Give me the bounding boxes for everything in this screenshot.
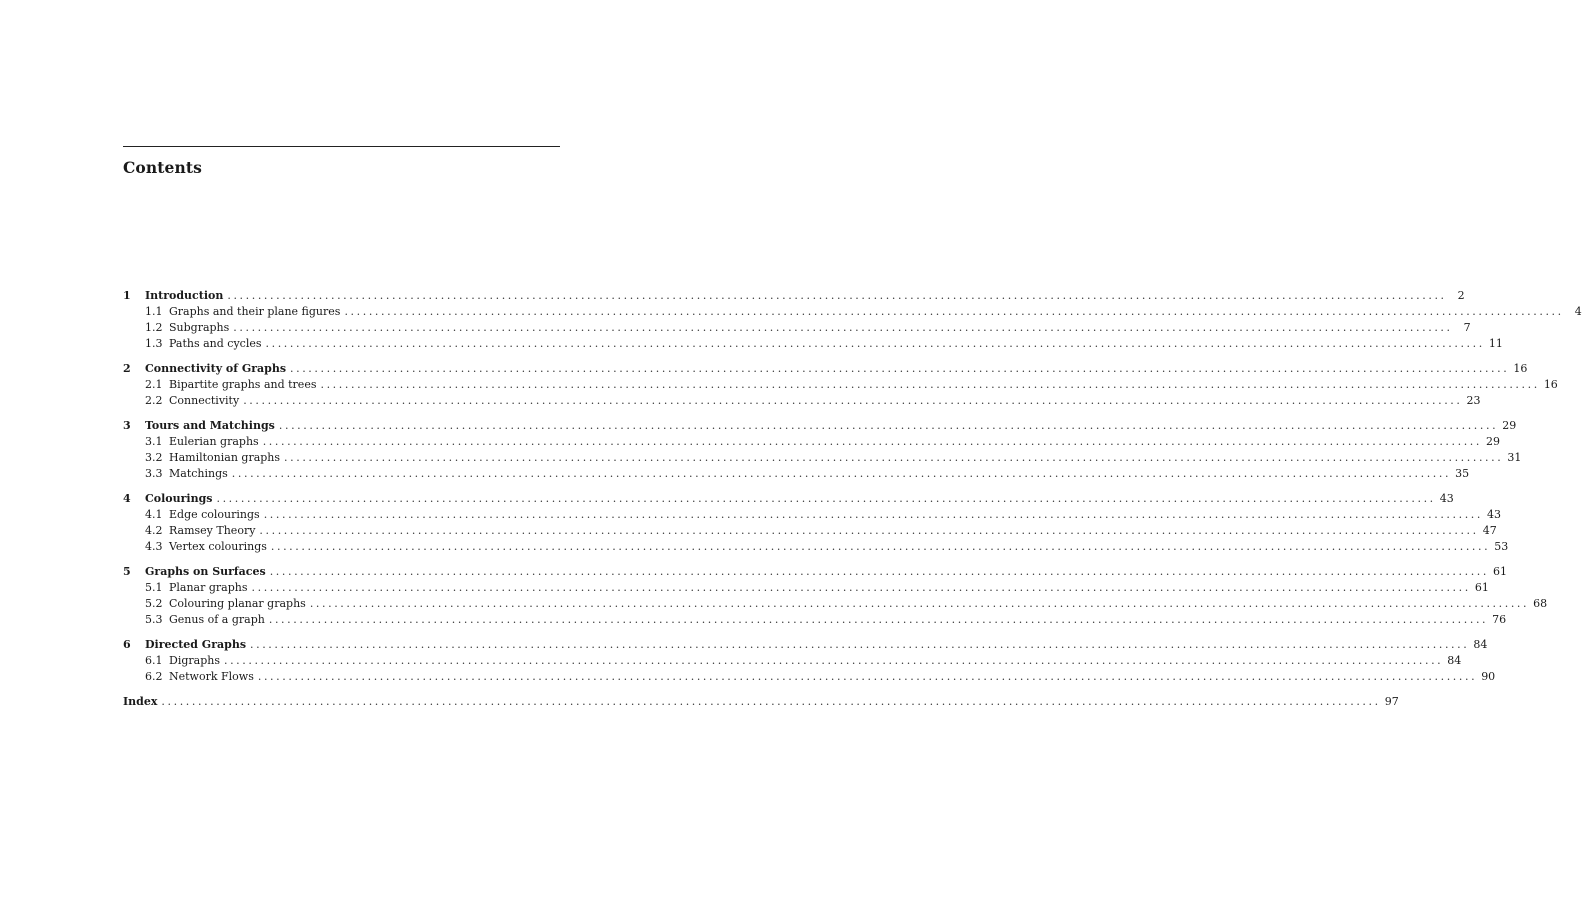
page-number: 29 (1486, 435, 1501, 448)
header-rule (123, 146, 560, 147)
dot-leader: ........................................................................................................................................................................................................ (243, 394, 1463, 407)
page-number: 35 (1455, 467, 1470, 480)
toc-chapter-5 (123, 564, 1548, 628)
section-number: 1.3 (145, 337, 163, 350)
section-number: 2.1 (145, 378, 163, 391)
toc-section-entry[interactable] (123, 523, 1497, 539)
section-title: Ramsey Theory (169, 524, 256, 537)
dot-leader: ........................................................................................................................................................................................................ (257, 670, 1478, 683)
section-title: Digraphs (169, 654, 220, 667)
dot-leader: ........................................................................................................................................................................................................ (161, 695, 1381, 708)
section-number: 5.2 (145, 597, 163, 610)
toc-index-entry[interactable] (123, 694, 1399, 710)
toc-chapter-2 (123, 361, 1558, 409)
toc-section-entry[interactable] (123, 612, 1507, 628)
page-number: 68 (1533, 597, 1548, 610)
toc-section-entry[interactable] (123, 377, 1558, 393)
dot-leader: ........................................................................................................................................................................................................ (320, 378, 1540, 391)
dot-leader: ........................................................................................................................................................................................................ (250, 638, 1470, 651)
dot-leader: ........................................................................................................................................................................................................ (233, 321, 1453, 334)
toc-chapter-entry[interactable] (123, 637, 1488, 653)
dot-leader: ........................................................................................................................................................................................................ (259, 524, 1479, 537)
section-title: Eulerian graphs (169, 435, 259, 448)
dot-leader: ........................................................................................................................................................................................................ (216, 492, 1436, 505)
dot-leader: ........................................................................................................................................................................................................ (263, 508, 1484, 521)
index-title: Index (123, 695, 158, 708)
page-number: 61 (1493, 565, 1508, 578)
dot-leader: ........................................................................................................................................................................................................ (344, 305, 1564, 318)
toc-section-entry[interactable] (123, 669, 1496, 685)
section-number: 1.1 (145, 305, 163, 318)
dot-leader: ........................................................................................................................................................................................................ (278, 419, 1499, 432)
toc-section-entry[interactable] (123, 304, 1582, 320)
section-title: Matchings (169, 467, 228, 480)
toc-chapter-entry[interactable] (123, 491, 1454, 507)
section-number: 1.2 (145, 321, 163, 334)
section-number: 5.1 (145, 581, 163, 594)
section-title: Planar graphs (169, 581, 248, 594)
toc-section-entry[interactable] (123, 539, 1509, 555)
section-title: Bipartite graphs and trees (169, 378, 317, 391)
chapter-title: Connectivity of Graphs (145, 362, 287, 375)
page-number: 43 (1487, 508, 1502, 521)
section-title: Paths and cycles (169, 337, 262, 350)
section-title: Hamiltonian graphs (169, 451, 281, 464)
dot-leader: ........................................................................................................................................................................................................ (268, 613, 1489, 626)
section-number: 5.3 (145, 613, 163, 626)
chapter-number: 3 (123, 419, 131, 432)
toc-section-entry[interactable] (123, 596, 1548, 612)
toc-chapter-entry[interactable] (123, 361, 1528, 377)
dot-leader: ........................................................................................................................................................................................................ (290, 362, 1510, 375)
toc-section-entry[interactable] (123, 653, 1462, 669)
dot-leader: ........................................................................................................................................................................................................ (269, 565, 1490, 578)
dot-leader: ........................................................................................................................................................................................................ (270, 540, 1491, 553)
section-number: 3.2 (145, 451, 163, 464)
dot-leader: ........................................................................................................................................................................................................ (231, 467, 1452, 480)
toc-chapter-4 (123, 491, 1509, 555)
toc-chapter-entry[interactable] (123, 418, 1517, 434)
section-number: 3.1 (145, 435, 163, 448)
page-number: 47 (1482, 524, 1497, 537)
chapter-title: Graphs on Surfaces (145, 565, 266, 578)
section-number: 4.1 (145, 508, 163, 521)
page-number: 90 (1481, 670, 1496, 683)
chapter-number: 4 (123, 492, 131, 505)
page-number: 84 (1473, 638, 1488, 651)
page-number: 97 (1384, 695, 1399, 708)
section-title: Vertex colourings (169, 540, 267, 553)
chapter-number: 6 (123, 638, 131, 651)
toc-chapter-1 (123, 288, 1582, 352)
dot-leader: ........................................................................................................................................................................................................ (309, 597, 1530, 610)
chapter-title: Colourings (145, 492, 213, 505)
dot-leader: ........................................................................................................................................................................................................ (262, 435, 1483, 448)
section-title: Edge colourings (169, 508, 260, 521)
dot-leader: ........................................................................................................................................................................................................ (227, 289, 1447, 302)
page-number: 53 (1494, 540, 1509, 553)
page-number: 76 (1492, 613, 1507, 626)
toc-section-entry[interactable] (123, 393, 1481, 409)
dot-leader: ........................................................................................................................................................................................................ (284, 451, 1504, 464)
toc-section-entry[interactable] (123, 507, 1502, 523)
toc-section-entry[interactable] (123, 450, 1522, 466)
toc-chapter-3 (123, 418, 1522, 482)
page-number: 43 (1439, 492, 1454, 505)
chapter-number: 2 (123, 362, 131, 375)
chapter-number: 5 (123, 565, 131, 578)
toc-chapter-entry[interactable] (123, 564, 1508, 580)
table-of-contents (123, 288, 1582, 710)
chapter-title: Introduction (145, 289, 224, 302)
toc-section-entry[interactable] (123, 580, 1489, 596)
page-title: Contents (123, 158, 202, 177)
section-number: 3.3 (145, 467, 163, 480)
page-number: 2 (1457, 289, 1465, 302)
section-number: 4.3 (145, 540, 163, 553)
toc-chapter-entry[interactable] (123, 288, 1465, 304)
page-number: 29 (1502, 419, 1517, 432)
page-number: 4 (1574, 305, 1582, 318)
section-number: 4.2 (145, 524, 163, 537)
chapter-title: Directed Graphs (145, 638, 247, 651)
page-number: 16 (1543, 378, 1558, 391)
toc-section-entry[interactable] (123, 434, 1501, 450)
section-title: Colouring planar graphs (169, 597, 306, 610)
page-number: 16 (1513, 362, 1528, 375)
section-number: 6.1 (145, 654, 163, 667)
chapter-title: Tours and Matchings (145, 419, 275, 432)
page-number: 61 (1474, 581, 1489, 594)
section-title: Connectivity (169, 394, 240, 407)
page-number: 7 (1463, 321, 1471, 334)
dot-leader: ........................................................................................................................................................................................................ (251, 581, 1471, 594)
section-title: Graphs and their plane figures (169, 305, 341, 318)
toc-section-entry[interactable] (123, 320, 1471, 336)
page-number: 23 (1466, 394, 1481, 407)
chapter-number: 1 (123, 289, 131, 302)
section-number: 2.2 (145, 394, 163, 407)
dot-leader: ........................................................................................................................................................................................................ (223, 654, 1444, 667)
section-title: Subgraphs (169, 321, 230, 334)
toc-section-entry[interactable] (123, 336, 1503, 352)
toc-section-entry[interactable] (123, 466, 1470, 482)
page-number: 31 (1507, 451, 1522, 464)
section-title: Network Flows (169, 670, 254, 683)
section-title: Genus of a graph (169, 613, 265, 626)
section-number: 6.2 (145, 670, 163, 683)
page-number: 11 (1488, 337, 1503, 350)
toc-chapter-6 (123, 637, 1496, 685)
dot-leader: ........................................................................................................................................................................................................ (265, 337, 1485, 350)
page-number: 84 (1447, 654, 1462, 667)
